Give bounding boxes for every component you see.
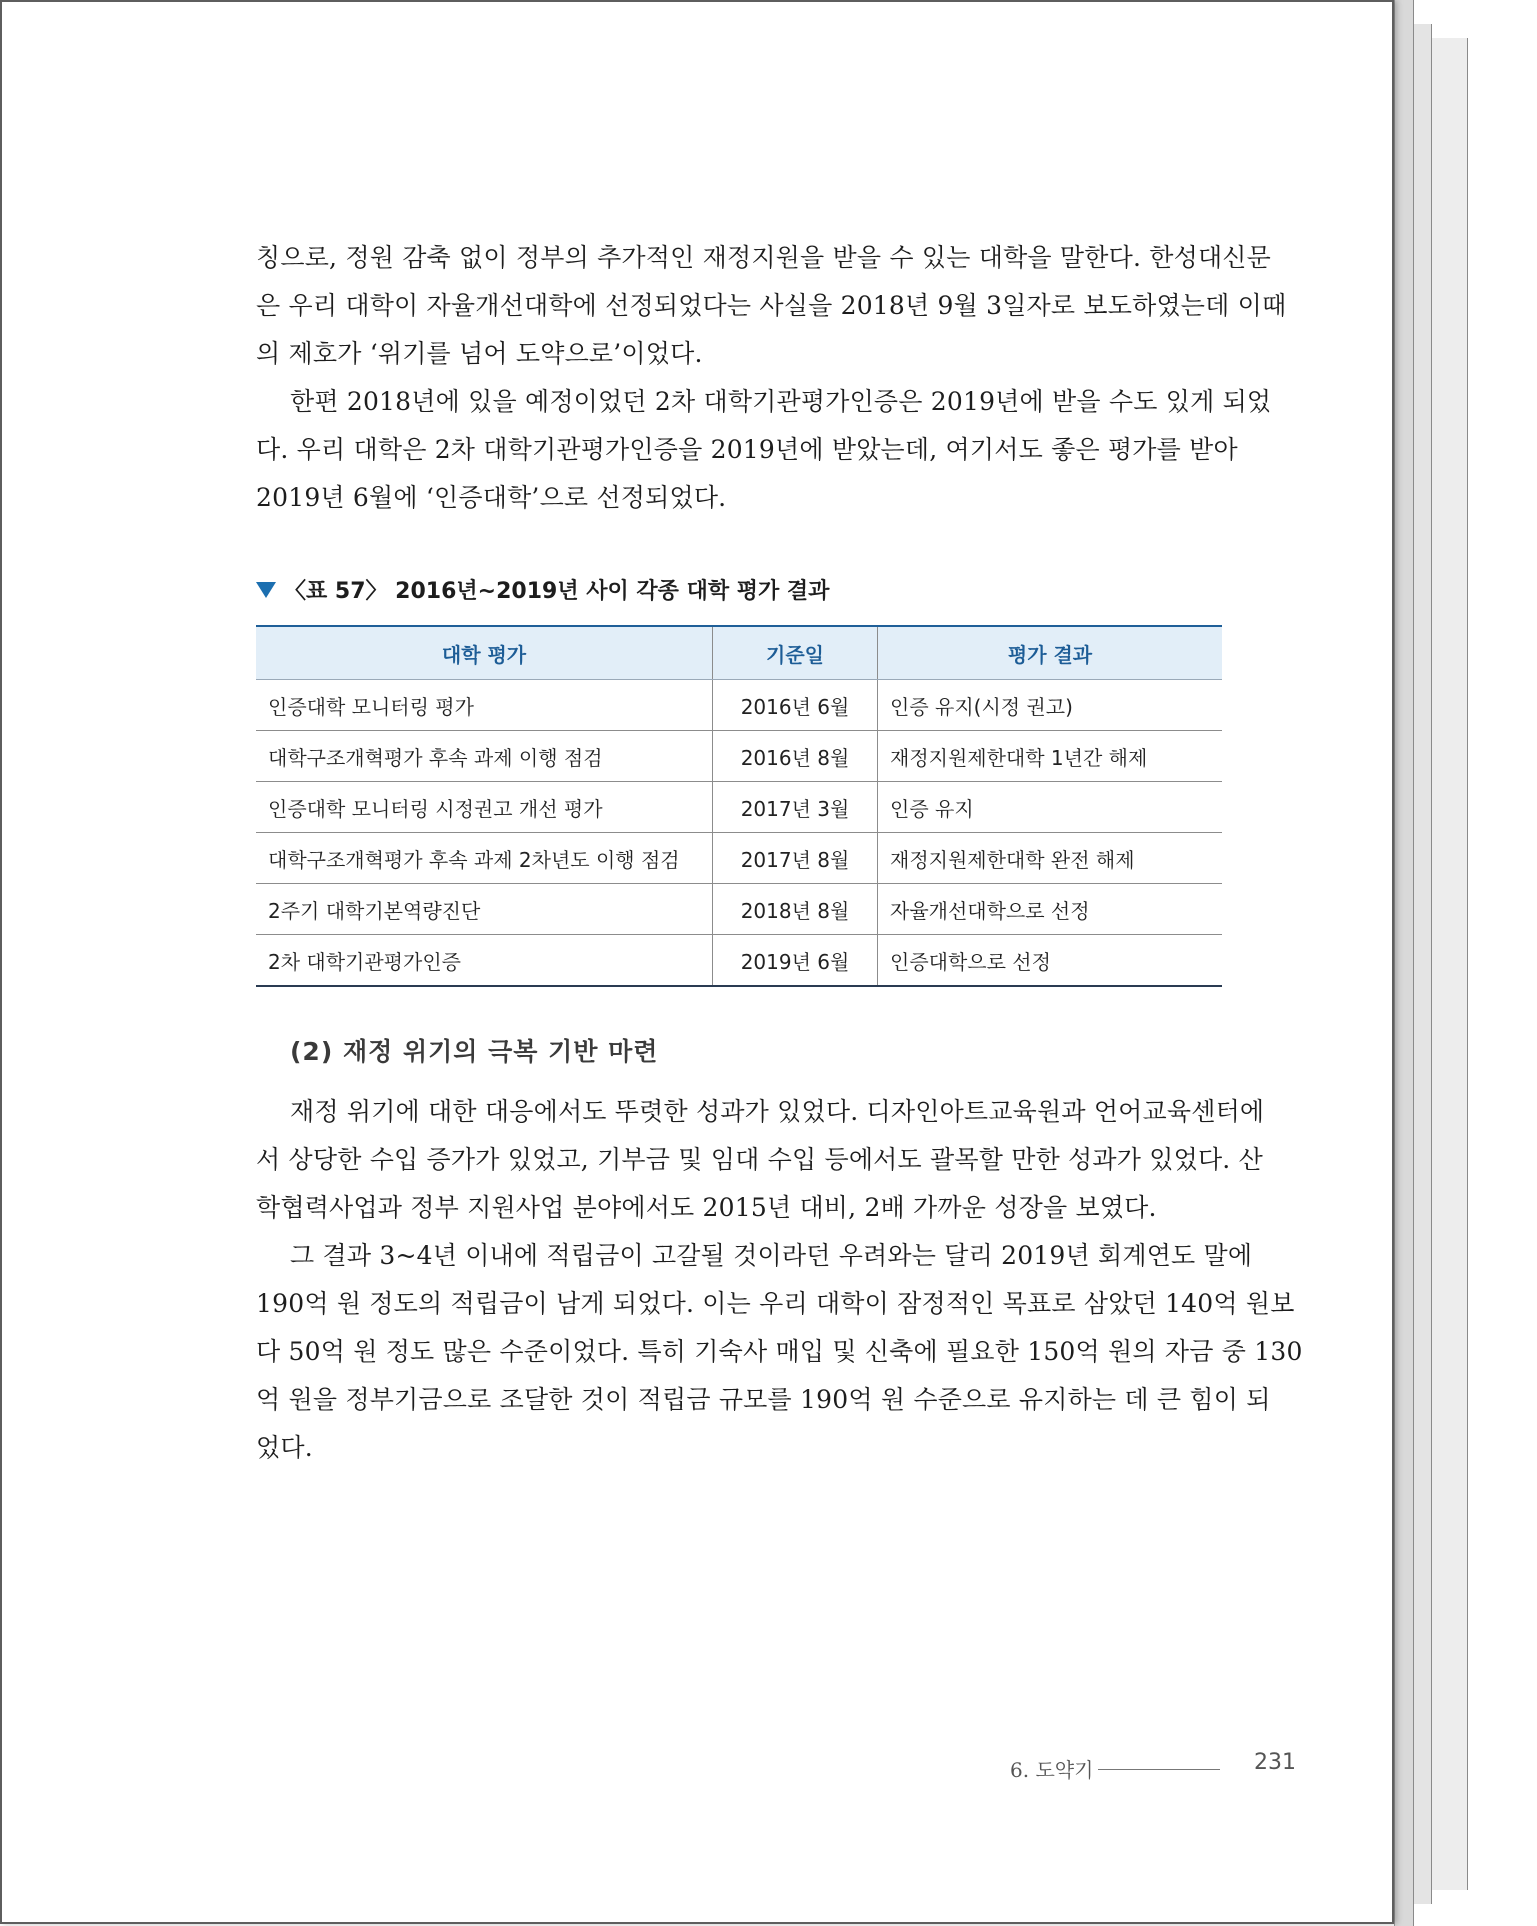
page-edge: [1394, 0, 1414, 1926]
table-cell: 인증대학 모니터링 평가: [256, 680, 713, 731]
table-row: [256, 884, 1222, 935]
table-cell: 인증대학 모니터링 시정권고 개선 평가: [256, 782, 713, 833]
triangle-down-icon: [256, 582, 276, 598]
table-row: [256, 833, 1222, 884]
text-line: 그 결과 3~4년 이내에 적립금이 고갈될 것이라던 우려와는 달리 2019년 회계연도 말에: [290, 1241, 1253, 1270]
table-cell: 자율개선대학으로 선정: [878, 884, 1223, 935]
text-line: 억 원을 정부기금으로 조달한 것이 적립금 규모를 190억 원 수준으로 유지하는 데 큰 힘이 되: [256, 1385, 1271, 1414]
table-cell: 재정지원제한대학 1년간 해제: [878, 731, 1223, 782]
text-line: 다. 우리 대학은 2차 대학기관평가인증을 2019년에 받았는데, 여기서도 좋은 평가를 받아: [256, 435, 1238, 464]
text-line: 190억 원 정도의 적립금이 남게 되었다. 이는 우리 대학이 잠정적인 목표로 삼았던 140억 원보: [256, 1289, 1295, 1318]
table-caption: [256, 574, 829, 605]
text-line: 의 제호가 ‘위기를 넘어 도약으로’이었다.: [256, 339, 703, 368]
table-cell: 2주기 대학기본역량진단: [256, 884, 713, 935]
table-cell: 대학구조개혁평가 후속 과제 2차년도 이행 점검: [256, 833, 713, 884]
table-cell: 대학구조개혁평가 후속 과제 이행 점검: [256, 731, 713, 782]
section-heading: (2) 재정 위기의 극복 기반 마련: [290, 1037, 659, 1066]
text-line: 2019년 6월에 ‘인증대학’으로 선정되었다.: [256, 483, 727, 512]
table-row: [256, 935, 1222, 987]
text-line: 학협력사업과 정부 지원사업 분야에서도 2015년 대비, 2배 가까운 성장을 보였다.: [256, 1193, 1157, 1222]
text-line: 칭으로, 정원 감축 없이 정부의 추가적인 재정지원을 받을 수 있는 대학을 말한다. 한성대신문: [256, 243, 1272, 272]
body-paragraph-2: [256, 378, 1272, 522]
text-line: 었다.: [256, 1433, 313, 1462]
footer-rule: [1098, 1769, 1220, 1770]
evaluation-table: [256, 625, 1222, 987]
table-cell: 2016년 6월: [713, 680, 878, 731]
footer-chapter-title: 6. 도약기: [1010, 1758, 1094, 1782]
table-cell: 재정지원제한대학 완전 해제: [878, 833, 1223, 884]
body-paragraph-1: [256, 234, 1287, 378]
text-line: 다 50억 원 정도 많은 수준이었다. 특히 기숙사 매입 및 신축에 필요한 150억 원의 자금 중 130: [256, 1337, 1303, 1366]
table-cell: 인증대학으로 선정: [878, 935, 1223, 987]
page-number: 231: [1254, 1750, 1296, 1775]
table-cell: 2016년 8월: [713, 731, 878, 782]
table-cell: 2017년 8월: [713, 833, 878, 884]
table-cell: 인증 유지: [878, 782, 1223, 833]
table-row: [256, 731, 1222, 782]
text-line: 한편 2018년에 있을 예정이었던 2차 대학기관평가인증은 2019년에 받을 수도 있게 되었: [290, 387, 1272, 416]
table-row: [256, 680, 1222, 731]
table-row: [256, 782, 1222, 833]
table-cell: 2019년 6월: [713, 935, 878, 987]
column-header: 대학 평가: [256, 626, 713, 680]
section-paragraph-2: [256, 1232, 1303, 1472]
column-header: 기준일: [713, 626, 878, 680]
text-line: 은 우리 대학이 자율개선대학에 선정되었다는 사실을 2018년 9월 3일자로 보도하였는데 이때: [256, 291, 1287, 320]
table-cell: 인증 유지(시정 권고): [878, 680, 1223, 731]
table-cell: 2차 대학기관평가인증: [256, 935, 713, 987]
page-edge: [1412, 24, 1432, 1904]
text-line: 서 상당한 수입 증가가 있었고, 기부금 및 임대 수입 등에서도 괄목할 만한 성과가 있었다. 산: [256, 1145, 1263, 1174]
column-header: 평가 결과: [878, 626, 1223, 680]
section-paragraph-1: [256, 1088, 1265, 1232]
table-cell: 2018년 8월: [713, 884, 878, 935]
table-header-row: [256, 626, 1222, 680]
page-edge: [1430, 38, 1468, 1890]
table-caption-text: 〈표 57〉 2016년~2019년 사이 각종 대학 평가 결과: [284, 579, 830, 604]
text-line: 재정 위기에 대한 대응에서도 뚜렷한 성과가 있었다. 디자인아트교육원과 언어교육센터에: [290, 1097, 1265, 1126]
table-cell: 2017년 3월: [713, 782, 878, 833]
